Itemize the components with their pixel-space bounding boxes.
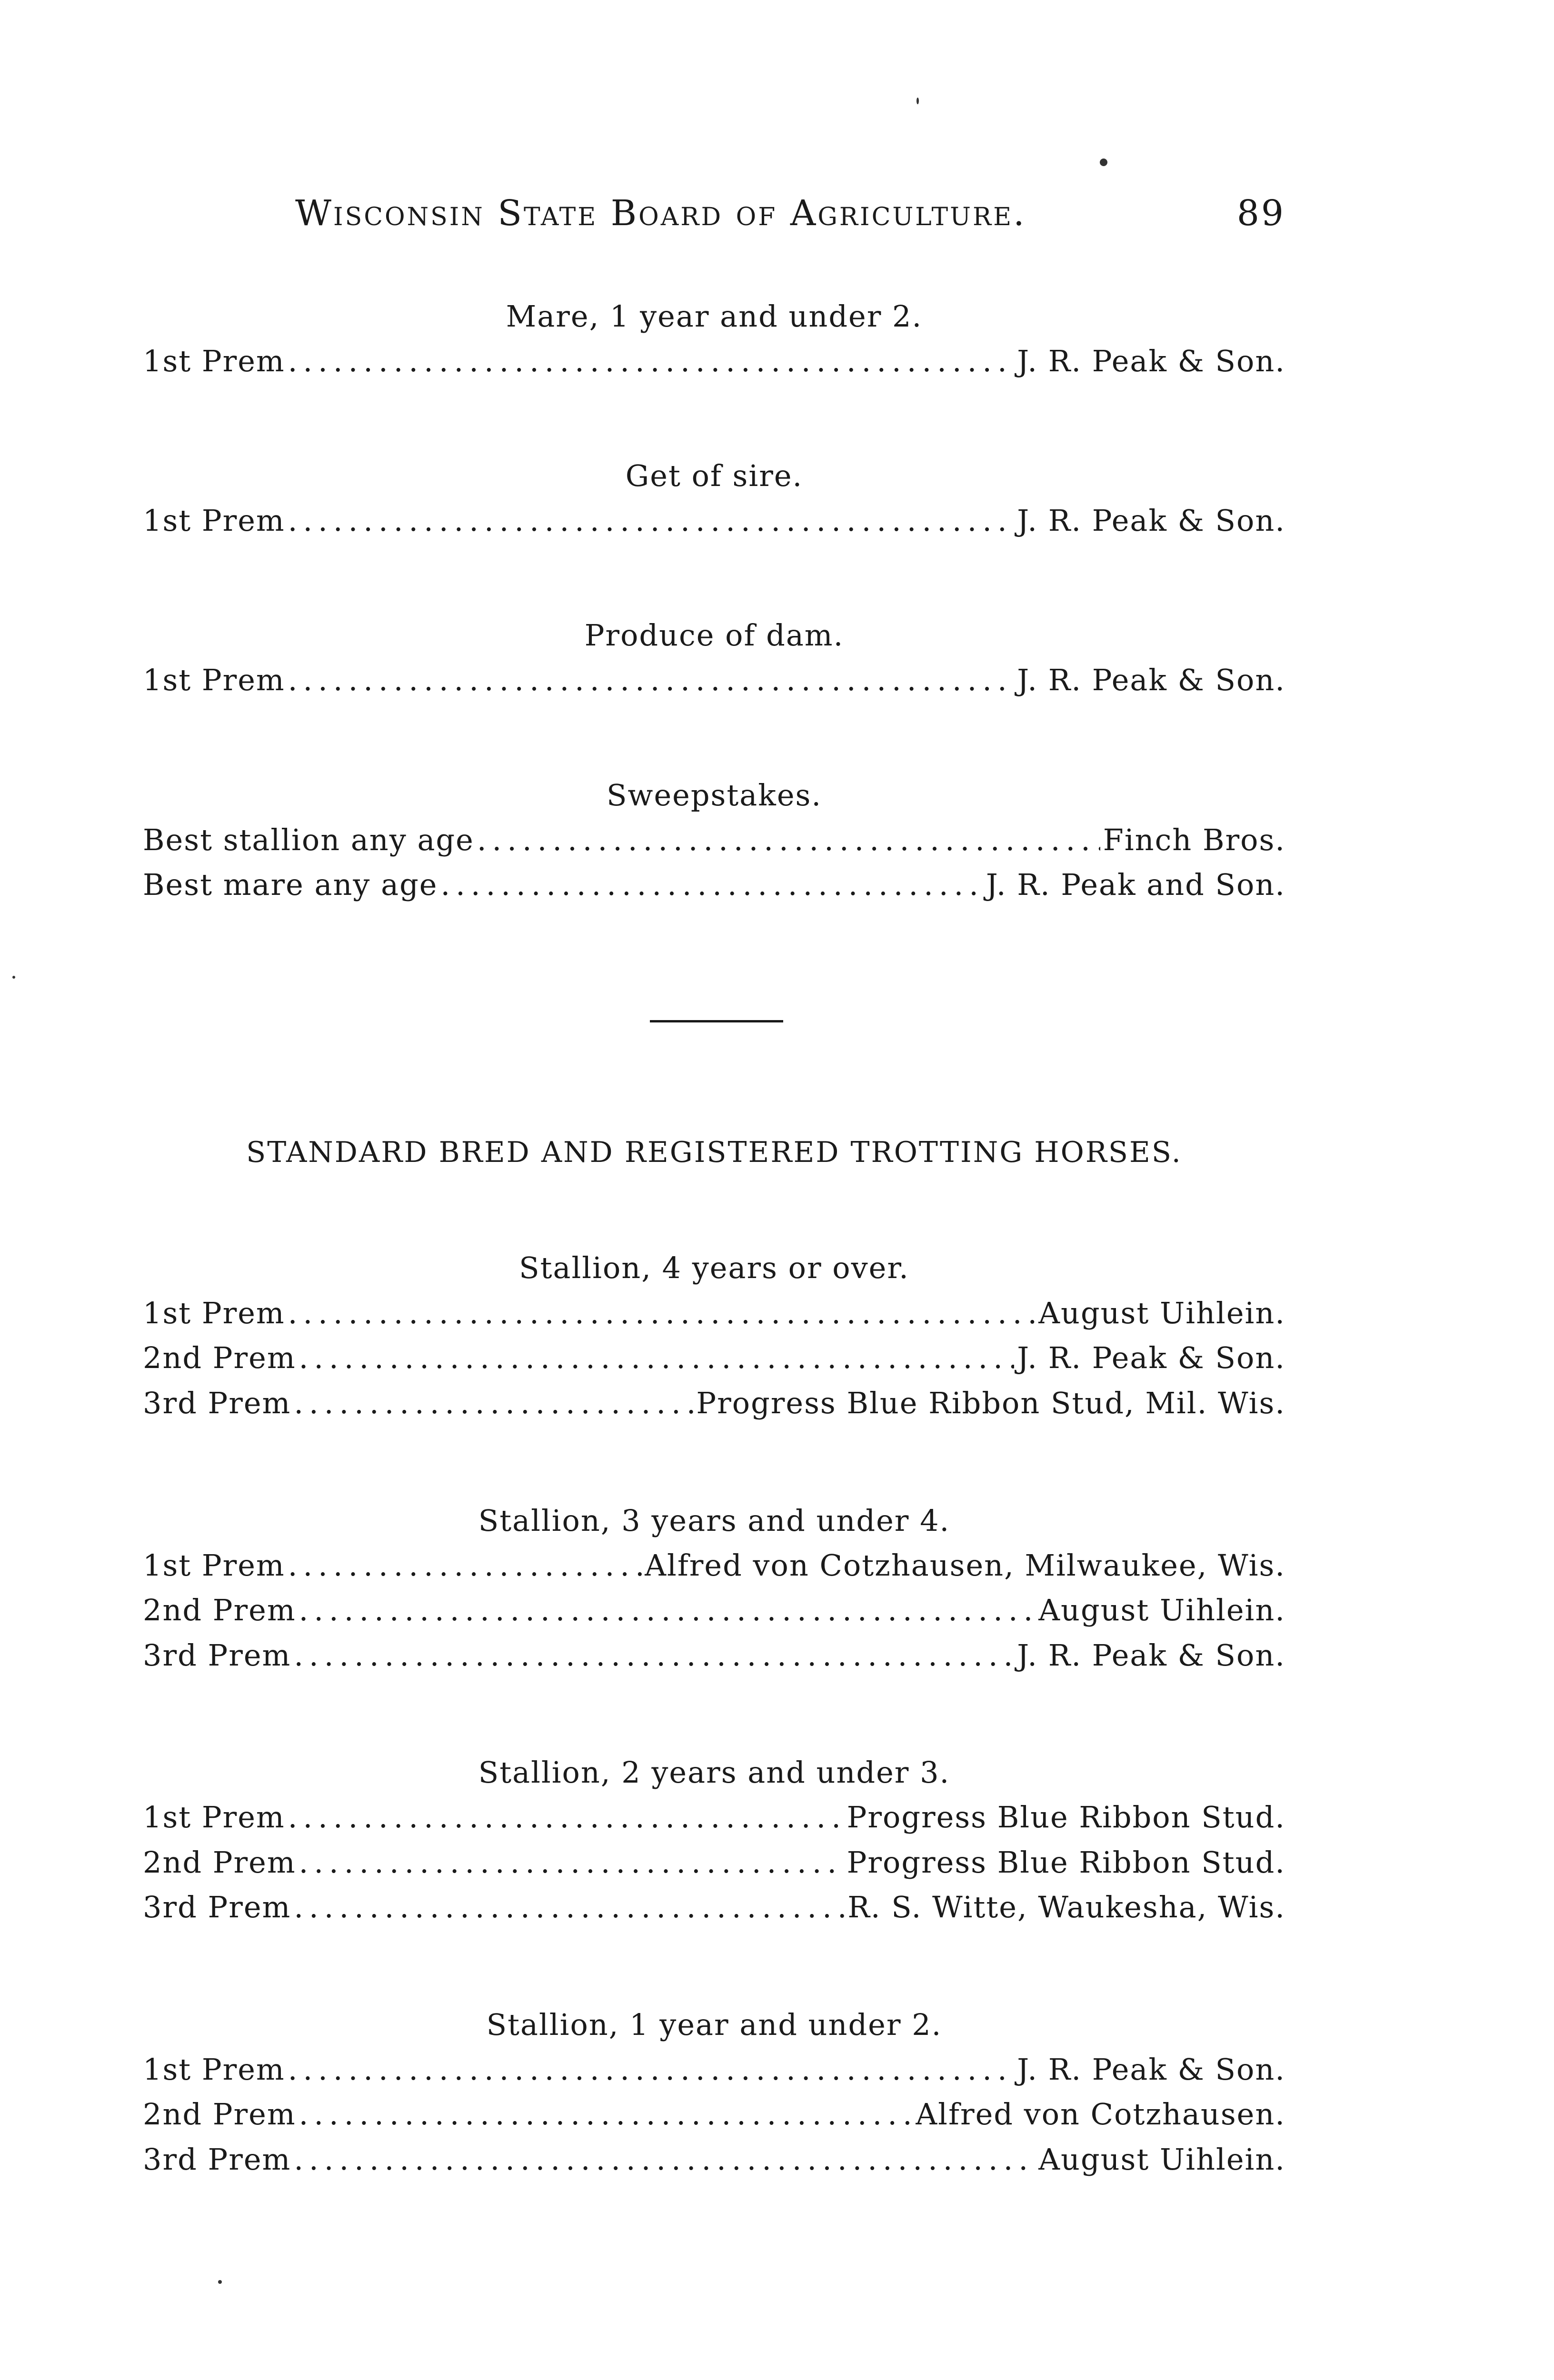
award-label: 2nd Prem (143, 1593, 296, 1627)
award-entry (143, 1845, 1285, 1883)
award-winner: R. S. Witte, Waukesha, Wis. (847, 1890, 1285, 1924)
award-label: Best stallion any age (143, 823, 474, 857)
dot-leader (294, 1638, 1014, 1673)
dot-leader (299, 2097, 913, 2132)
award-entry (143, 503, 1285, 541)
award-label: 3rd Prem (143, 1890, 291, 1924)
award-winner: J. R. Peak & Son. (1017, 663, 1285, 697)
award-winner: Progress Blue Ribbon Stud. (847, 1845, 1285, 1880)
award-entry (143, 1593, 1285, 1631)
dot-leader (288, 503, 1015, 538)
class-heading: Produce of dam. (584, 618, 844, 653)
running-header (295, 193, 1285, 245)
award-label: 1st Prem (143, 2052, 285, 2087)
dot-leader (288, 1548, 642, 1583)
scan-speck (916, 98, 919, 104)
award-label: 3rd Prem (143, 1638, 291, 1673)
award-label: 3rd Prem (143, 2142, 291, 2177)
dot-leader (294, 1386, 693, 1420)
dot-leader (440, 867, 983, 902)
award-winner: Alfred von Cotzhausen. (916, 2097, 1285, 2132)
award-winner: Progress Blue Ribbon Stud, Mil. Wis. (696, 1386, 1285, 1420)
award-entry (143, 663, 1285, 701)
class-heading: Mare, 1 year and under 2. (506, 299, 923, 334)
award-winner: August Uihlein. (1038, 2142, 1285, 2177)
award-label: 3rd Prem (143, 1386, 291, 1420)
award-winner: J. R. Peak & Son. (1017, 1340, 1285, 1375)
dot-leader (294, 1890, 845, 1924)
award-winner: J. R. Peak and Son. (986, 867, 1285, 902)
page-number: 89 (1236, 193, 1285, 234)
award-entry (143, 344, 1285, 382)
award-winner: August Uihlein. (1038, 1593, 1285, 1627)
class-heading: Stallion, 4 years or over. (519, 1250, 909, 1285)
award-winner: Alfred von Cotzhausen, Milwaukee, Wis. (645, 1548, 1285, 1583)
award-label: 1st Prem (143, 1296, 285, 1330)
scan-speck (12, 976, 15, 979)
dot-leader (288, 344, 1015, 378)
award-entry (143, 2142, 1285, 2180)
award-winner: August Uihlein. (1038, 1296, 1285, 1330)
award-winner: Progress Blue Ribbon Stud. (847, 1800, 1285, 1835)
award-entry (143, 1296, 1285, 1334)
award-winner: Finch Bros. (1103, 823, 1285, 857)
award-label: 2nd Prem (143, 1340, 296, 1375)
award-winner: J. R. Peak & Son. (1017, 344, 1285, 378)
scan-speck (1100, 159, 1107, 166)
section-title: STANDARD BRED AND REGISTERED TROTTING HORSES. (246, 1136, 1182, 1169)
award-winner: J. R. Peak & Son. (1017, 1638, 1285, 1673)
award-winner: J. R. Peak & Son. (1017, 503, 1285, 538)
award-entry (143, 823, 1285, 861)
award-entry (143, 1340, 1285, 1378)
dot-leader (477, 823, 1100, 857)
award-entry (143, 1800, 1285, 1838)
award-entry (143, 1548, 1285, 1586)
dot-leader (288, 2052, 1015, 2087)
award-entry (143, 1890, 1285, 1928)
running-title: Wisconsin State Board of Agriculture. (295, 193, 1026, 234)
award-winner: J. R. Peak & Son. (1017, 2052, 1285, 2087)
award-label: Best mare any age (143, 867, 438, 902)
section-divider (650, 1020, 783, 1022)
dot-leader (299, 1593, 1036, 1627)
class-heading: Sweepstakes. (606, 778, 822, 813)
award-entry (143, 1386, 1285, 1424)
award-label: 2nd Prem (143, 2097, 296, 2132)
class-heading: Get of sire. (625, 458, 803, 493)
dot-leader (288, 663, 1015, 697)
award-label: 1st Prem (143, 1800, 285, 1835)
dot-leader (299, 1845, 844, 1880)
award-label: 1st Prem (143, 1548, 285, 1583)
award-entry (143, 1638, 1285, 1676)
award-label: 2nd Prem (143, 1845, 296, 1880)
dot-leader (294, 2142, 1036, 2177)
award-label: 1st Prem (143, 503, 285, 538)
award-label: 1st Prem (143, 663, 285, 697)
class-heading: Stallion, 2 years and under 3. (478, 1755, 950, 1790)
award-entry (143, 2052, 1285, 2090)
dot-leader (299, 1340, 1015, 1375)
scan-speck (218, 2280, 222, 2284)
award-entry (143, 867, 1285, 905)
dot-leader (288, 1296, 1036, 1330)
class-heading: Stallion, 1 year and under 2. (486, 2007, 942, 2042)
award-entry (143, 2097, 1285, 2135)
award-label: 1st Prem (143, 344, 285, 378)
dot-leader (288, 1800, 844, 1835)
class-heading: Stallion, 3 years and under 4. (478, 1503, 950, 1538)
